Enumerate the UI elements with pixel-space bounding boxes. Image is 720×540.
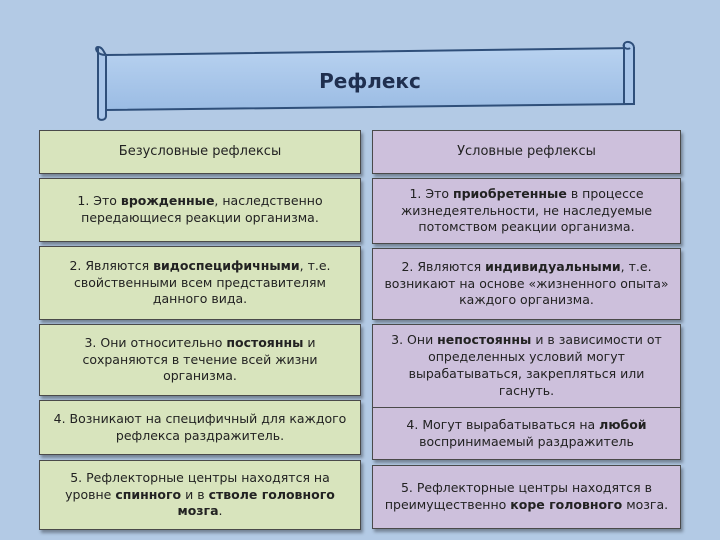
unconditioned-item-2: 2. Являются видоспецифичными, т.е. свойственными всем представителям данного вида. bbox=[39, 246, 361, 320]
conditioned-item-1: 1. Это приобретенные в процессе жизнедеятельности, не наследуемые потомством реакции организма. bbox=[372, 178, 681, 244]
conditioned-item-3: 3. Они непостоянны и в зависимости от определенных условий могут вырабатываться, закрепляться или гаснуть. bbox=[372, 324, 681, 408]
title-banner bbox=[0, 0, 720, 130]
conditioned-item-2: 2. Являются индивидуальными, т.е. возникают на основе «жизненного опыта» каждого организма. bbox=[372, 248, 681, 320]
header-conditioned: Условные рефлексы bbox=[372, 130, 681, 174]
unconditioned-item-1: 1. Это врожденные, наследственно передающиеся реакции организма. bbox=[39, 178, 361, 242]
header-unconditioned: Безусловные рефлексы bbox=[39, 130, 361, 174]
page-title: Рефлекс bbox=[319, 69, 421, 93]
conditioned-item-5: 5. Рефлекторные центры находятся в преимущественно коре головного мозга. bbox=[372, 465, 681, 529]
conditioned-item-4: 4. Могут вырабатываться на любой воспринимаемый раздражитель bbox=[372, 408, 681, 460]
unconditioned-item-3: 3. Они относительно постоянны и сохраняются в течение всей жизни организма. bbox=[39, 324, 361, 396]
unconditioned-item-4: 4. Возникают на специфичный для каждого рефлекса раздражитель. bbox=[39, 400, 361, 455]
unconditioned-item-5: 5. Рефлекторные центры находятся на уровне спинного и в стволе головного мозга. bbox=[39, 460, 361, 530]
